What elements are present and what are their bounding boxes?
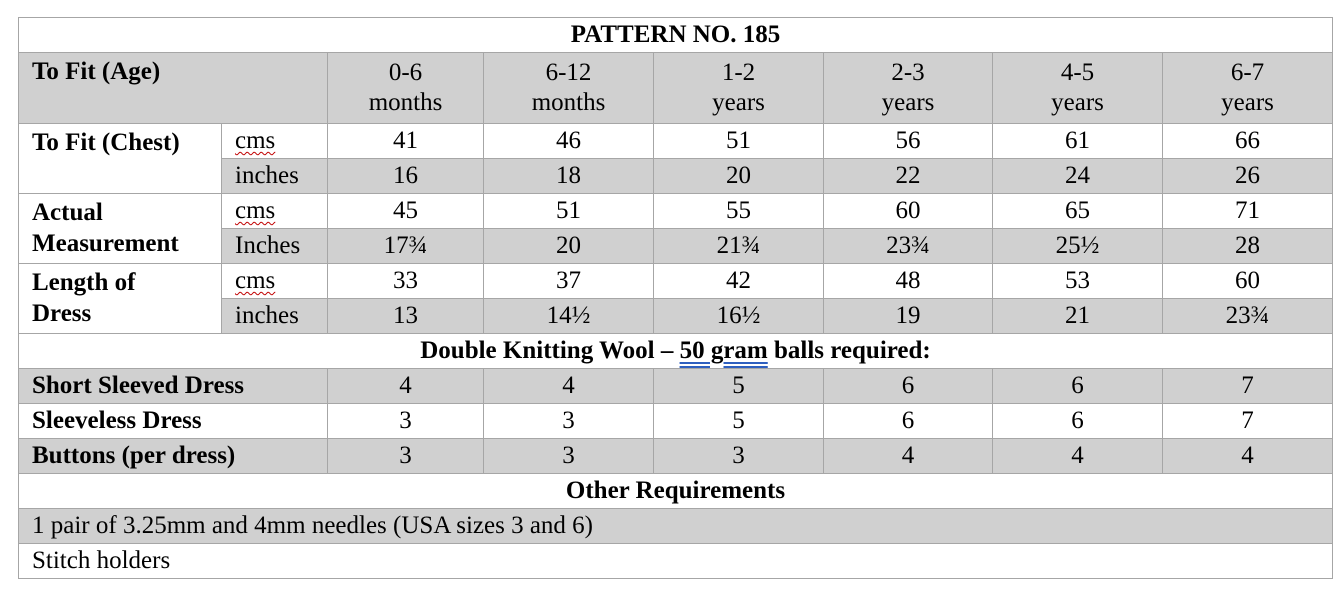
other-requirements-heading: Other Requirements [19,474,1333,509]
value-cell: 56 [824,124,993,159]
age-size-cell [1163,53,1333,124]
age-size-unit: years [712,89,765,116]
unit-cell [222,194,328,229]
value-cell: 6 [993,369,1163,404]
label-line: Measurement [32,230,179,257]
age-size-cell [654,53,824,124]
requirement-item: 1 pair of 3.25mm and 4mm needles (USA sizes 3 and 6) [19,509,1333,544]
table-row [19,124,1333,159]
value-cell: 33 [328,264,484,299]
age-row [19,53,1333,124]
requirement-item: Stitch holders [19,544,1333,579]
value-cell: 16 [328,159,484,194]
table-row [19,439,1333,474]
value-cell: 4 [328,369,484,404]
value-cell: 60 [824,194,993,229]
unit-cell [222,264,328,299]
unit-cell: Inches [222,229,328,264]
age-size-unit: years [1221,89,1274,116]
chest-label: To Fit (Chest) [19,124,222,194]
value-cell: 14½ [484,299,654,334]
wool-heading-text: balls required: [767,337,931,364]
value-cell: 42 [654,264,824,299]
value-cell: 51 [654,124,824,159]
value-cell: 66 [1163,124,1333,159]
title-row [19,18,1333,53]
value-cell: 3 [328,439,484,474]
value-cell: 46 [484,124,654,159]
value-cell: 3 [484,404,654,439]
value-cell: 28 [1163,229,1333,264]
label-line: Length of [32,269,136,296]
value-cell: 22 [824,159,993,194]
value-cell: 3 [654,439,824,474]
value-cell: 23¾ [1163,299,1333,334]
age-size-number: 4-5 [1060,59,1095,86]
list-item [19,509,1333,544]
age-size-unit: months [531,89,606,116]
value-cell: 4 [1163,439,1333,474]
label-line: Actual [32,199,103,226]
list-item [19,544,1333,579]
value-cell: 51 [484,194,654,229]
table-row [19,264,1333,299]
unit-text: cms [235,127,276,154]
table-row [19,194,1333,229]
age-size-unit: years [881,89,935,116]
value-cell: 65 [993,194,1163,229]
age-size-number: 1-2 [721,59,756,86]
pattern-table [18,17,1333,579]
row-label: Buttons (per dress) [19,439,328,474]
value-cell: 55 [654,194,824,229]
value-cell: 3 [484,439,654,474]
value-cell: 21 [993,299,1163,334]
row-label: Short Sleeved Dress [19,369,328,404]
unit-cell: inches [222,299,328,334]
age-size-cell [824,53,993,124]
value-cell: 7 [1163,369,1333,404]
unit-text: cms [235,267,276,294]
value-cell: 60 [1163,264,1333,299]
value-cell: 19 [824,299,993,334]
value-cell: 6 [993,404,1163,439]
value-cell: 18 [484,159,654,194]
table-row [19,369,1333,404]
unit-cell: inches [222,159,328,194]
length-of-dress-label [19,264,222,334]
value-cell: 17¾ [328,229,484,264]
unit-text: cms [235,197,276,224]
label-line: Dress [32,300,92,327]
age-size-unit: years [1051,89,1104,116]
value-cell: 48 [824,264,993,299]
value-cell: 4 [484,369,654,404]
wool-heading-weight: 50 gram [679,337,768,364]
age-size-number: 0-6 [388,59,423,86]
value-cell: 13 [328,299,484,334]
value-cell: 25½ [993,229,1163,264]
value-cell: 20 [654,159,824,194]
row-label: Sleeveless Dress [19,404,328,439]
age-label: To Fit (Age) [19,53,328,124]
value-cell: 41 [328,124,484,159]
value-cell: 5 [654,369,824,404]
value-cell: 4 [993,439,1163,474]
value-cell: 4 [824,439,993,474]
value-cell: 7 [1163,404,1333,439]
value-cell: 6 [824,369,993,404]
age-size-number: 6-12 [545,59,592,86]
value-cell: 26 [1163,159,1333,194]
value-cell: 16½ [654,299,824,334]
age-size-unit: months [368,89,443,116]
value-cell: 21¾ [654,229,824,264]
value-cell: 5 [654,404,824,439]
age-size-cell [328,53,484,124]
wool-heading [19,334,1333,369]
table-row [19,404,1333,439]
other-heading-row [19,474,1333,509]
value-cell: 6 [824,404,993,439]
value-cell: 71 [1163,194,1333,229]
age-size-number: 2-3 [891,59,925,86]
value-cell: 20 [484,229,654,264]
value-cell: 24 [993,159,1163,194]
value-cell: 23¾ [824,229,993,264]
unit-cell [222,124,328,159]
value-cell: 45 [328,194,484,229]
value-cell: 3 [328,404,484,439]
value-cell: 37 [484,264,654,299]
age-size-number: 6-7 [1230,59,1265,86]
pattern-title: PATTERN NO. 185 [19,18,1333,53]
value-cell: 53 [993,264,1163,299]
age-size-cell [993,53,1163,124]
value-cell: 61 [993,124,1163,159]
wool-heading-text: Double Knitting Wool – [420,337,680,364]
wool-heading-row [19,334,1333,369]
age-size-cell [484,53,654,124]
actual-measurement-label [19,194,222,264]
